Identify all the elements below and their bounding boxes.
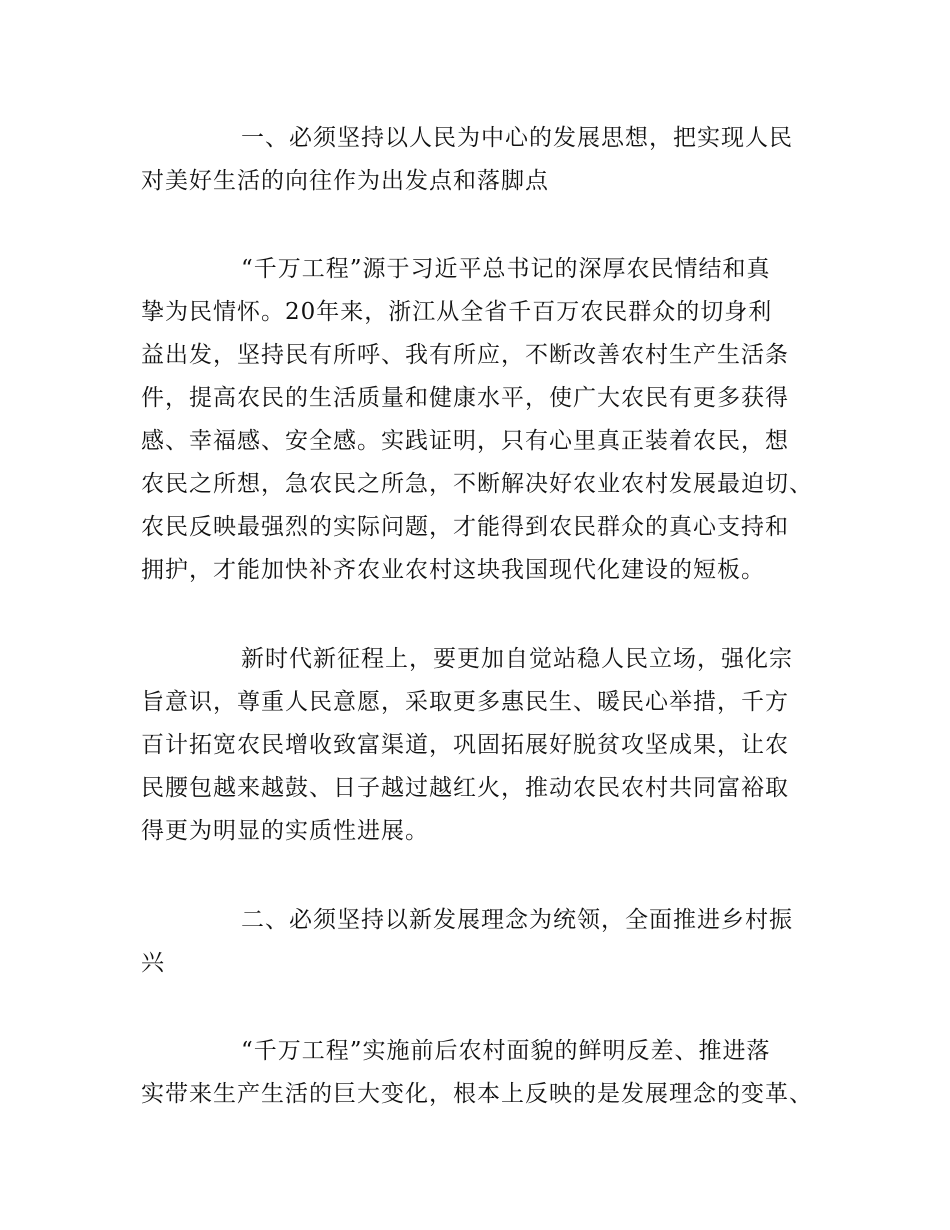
paragraph-3 — [141, 1030, 821, 1116]
text-line: 兴 — [141, 950, 165, 976]
text-line: 得更为明显的实质性进展。 — [141, 818, 429, 844]
text-line: 旨意识，尊重人民意愿，采取更多惠民生、暖民心举措，千方 — [141, 689, 789, 715]
text-line: 感、幸福感、安全感。实践证明，只有心里真正装着农民，想 — [141, 428, 789, 454]
text-line: 农民反映最强烈的实际问题，才能得到农民群众的真心支持和 — [141, 514, 789, 540]
text-line: 二、必须坚持以新发展理念为统领，全面推进乡村振 — [241, 907, 793, 933]
text-line: 一、必须坚持以人民为中心的发展思想，把实现人民 — [241, 125, 793, 151]
text-line: 件，提高农民的生活质量和健康水平，使广大农民有更多获得 — [141, 385, 789, 411]
text-line: 民腰包越来越鼓、日子越过越红火，推动农民农村共同富裕取 — [141, 775, 789, 801]
text-line: 实带来生产生活的巨大变化，根本上反映的是发展理念的变革、 — [141, 1081, 813, 1107]
text-line: “千万工程”实施前后农村面貌的鲜明反差、推进落 — [241, 1038, 771, 1064]
text-line: “千万工程”源于习近平总书记的深厚农民情结和真 — [241, 256, 771, 282]
text-line: 对美好生活的向往作为出发点和落脚点 — [141, 168, 549, 194]
section-heading-1 — [141, 117, 821, 203]
paragraph-1 — [141, 248, 821, 592]
paragraph-2 — [141, 638, 821, 853]
text-line: 挚为民情怀。20年来，浙江从全省千百万农民群众的切身利 — [141, 299, 773, 325]
text-line: 百计拓宽农民增收致富渠道，巩固拓展好脱贫攻坚成果，让农 — [141, 732, 789, 758]
section-heading-2 — [141, 899, 821, 985]
text-line: 益出发，坚持民有所呼、我有所应，不断改善农村生产生活条 — [141, 342, 789, 368]
text-line: 拥护，才能加快补齐农业农村这块我国现代化建设的短板。 — [141, 557, 765, 583]
text-line: 新时代新征程上，要更加自觉站稳人民立场，强化宗 — [241, 646, 793, 672]
text-line: 农民之所想，急农民之所急，不断解决好农业农村发展最迫切、 — [141, 471, 813, 497]
